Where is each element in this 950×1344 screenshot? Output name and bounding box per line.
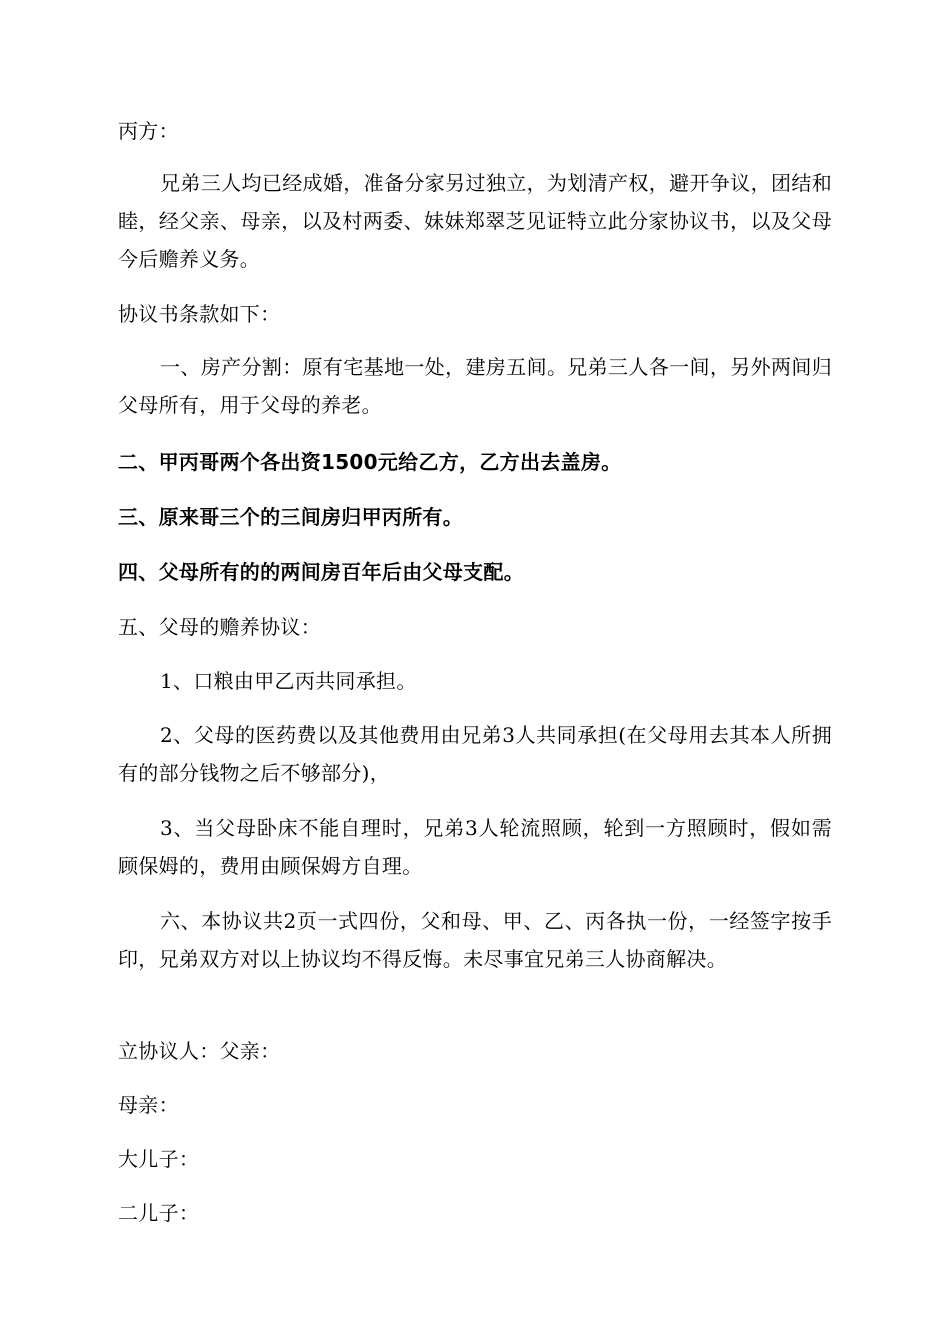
clause-5-item-3: 3、当父母卧床不能自理时，兄弟3人轮流照顾，轮到一方照顾时，假如需顾保姆的，费用由顾保姆方自理。 <box>118 816 832 878</box>
intro-paragraph: 兄弟三人均已经成婚，准备分家另过独立，为划清产权，避开争议，团结和睦，经父亲、母亲，以及村两委、妹妹郑翠芝见证特立此分家协议书，以及父母今后赡养义务。 <box>118 171 832 271</box>
terms-heading: 协议书条款如下： <box>118 302 281 326</box>
signatory-eldest-son: 大儿子： <box>118 1147 200 1171</box>
clause-6: 六、本协议共2页一式四份，父和母、甲、乙、丙各执一份，一经签字按手印，兄弟双方对以上协议均不得反悔。未尽事宜兄弟三人协商解决。 <box>118 909 832 971</box>
clause-2: 二、甲丙哥两个各出资1500元给乙方，乙方出去盖房。 <box>118 450 622 474</box>
clause-1: 一、房产分割：原有宅基地一处，建房五间。兄弟三人各一间，另外两间归父母所有，用于父母的养老。 <box>118 355 832 417</box>
party-c-label: 丙方： <box>118 119 179 143</box>
clause-4: 四、父母所有的的两间房百年后由父母支配。 <box>118 560 524 584</box>
signatory-father: 立协议人：父亲： <box>118 1039 281 1063</box>
clause-5-item-1: 1、口粮由甲乙丙共同承担。 <box>160 669 417 693</box>
clause-3: 三、原来哥三个的三间房归甲丙所有。 <box>118 505 464 529</box>
signatory-second-son: 二儿子： <box>118 1201 200 1225</box>
clause-5-heading: 五、父母的赡养协议： <box>118 615 321 639</box>
clause-5-item-2: 2、父母的医药费以及其他费用由兄弟3人共同承担(在父母用去其本人所拥有的部分钱物之后不够部分)， <box>118 723 832 785</box>
signatory-mother: 母亲： <box>118 1093 179 1117</box>
